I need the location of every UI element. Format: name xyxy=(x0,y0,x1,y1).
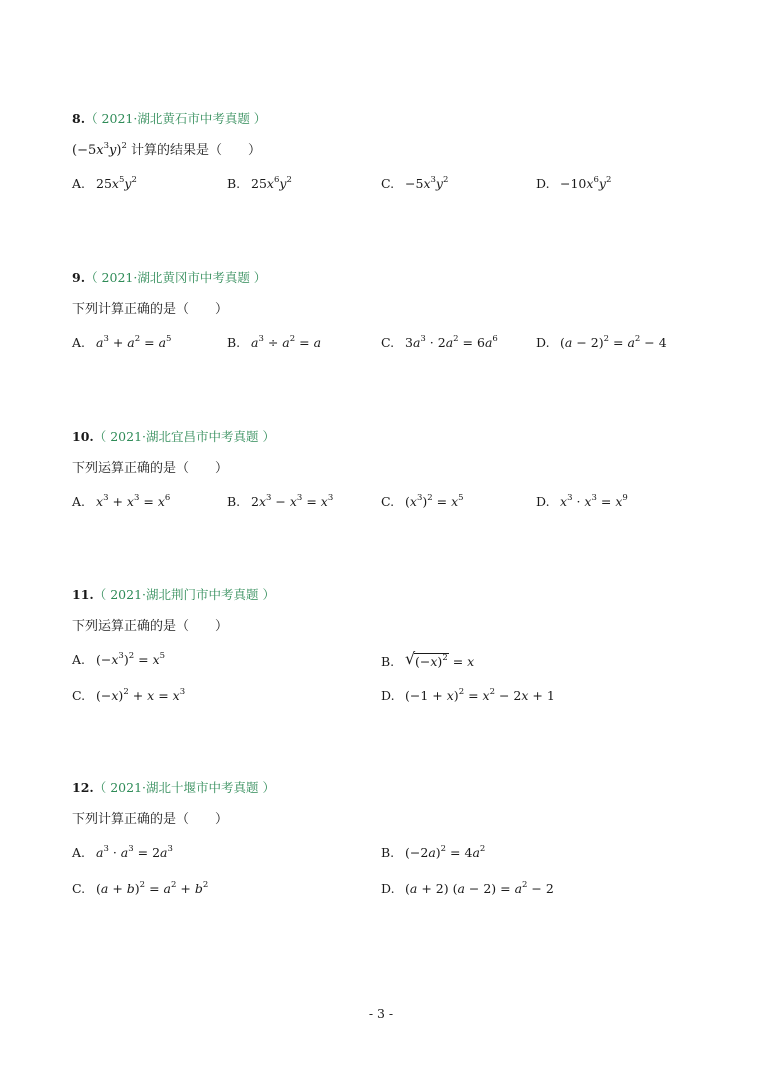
option-label: B. xyxy=(381,654,395,669)
question-11 xyxy=(72,586,692,708)
radical-sign: √ xyxy=(405,649,416,668)
question-source: （ 2021·湖北黄石市中考真题 ） xyxy=(85,111,267,126)
question-number: 9. xyxy=(72,270,86,285)
option-c[interactable] xyxy=(381,174,448,194)
question-stem xyxy=(72,142,692,160)
question-header xyxy=(72,779,692,797)
option-d[interactable] xyxy=(536,174,611,194)
question-source: （ 2021·湖北黄冈市中考真题 ） xyxy=(85,270,267,285)
option-d[interactable] xyxy=(381,686,555,706)
option-c[interactable] xyxy=(381,492,464,512)
question-number: 10. xyxy=(72,429,94,444)
question-number: 8. xyxy=(72,111,86,126)
option-b[interactable] xyxy=(227,174,292,194)
option-b[interactable] xyxy=(381,649,475,672)
page-number: - 3 - xyxy=(368,1006,394,1021)
question-source: （ 2021·湖北荆门市中考真题 ） xyxy=(93,587,275,602)
question-stem: 下列运算正确的是（ ） xyxy=(72,461,229,476)
option-expression: $2x^3 - x^3 = x^3$ xyxy=(251,493,334,509)
question-header xyxy=(72,269,692,287)
option-label: C. xyxy=(381,494,395,509)
stem-expression: $(-5x^3y)^2$ xyxy=(72,141,127,158)
option-expression: $x^3 + x^3 = x^6$ xyxy=(96,493,171,509)
option-expression: √ $(-x)^2 = x$ xyxy=(405,654,474,669)
option-d[interactable] xyxy=(536,333,667,353)
option-c[interactable] xyxy=(72,879,208,899)
option-b[interactable] xyxy=(227,492,333,512)
options xyxy=(72,843,692,901)
option-label: C. xyxy=(381,176,395,191)
question-stem: 下列运算正确的是（ ） xyxy=(72,619,229,634)
options xyxy=(72,650,692,708)
option-label: B. xyxy=(227,176,241,191)
option-expression: $(a - 2)^2 = a^2 - 4$ xyxy=(560,334,667,350)
question-8 xyxy=(72,110,692,196)
option-expression: $x^3 \cdot x^3 = x^9$ xyxy=(560,493,628,509)
option-label: D. xyxy=(381,688,395,703)
option-expression: $(-1 + x)^2 = x^2 - 2x + 1$ xyxy=(405,687,555,703)
option-expression: $a^3 \cdot a^3 = 2a^3$ xyxy=(96,844,173,860)
option-expression: $25x^5y^2$ xyxy=(96,175,137,191)
option-a[interactable] xyxy=(72,333,171,353)
option-d[interactable] xyxy=(536,492,628,512)
option-expression: (a + 2) $(a - 2) = a^2 - 2$ xyxy=(405,880,554,896)
question-header xyxy=(72,586,692,604)
stem-text: 计算的结果是（ ） xyxy=(131,143,262,158)
option-a[interactable] xyxy=(72,843,173,863)
option-expression: $3a^3 \cdot 2a^2 = 6a^6$ xyxy=(405,334,498,350)
option-expression: $(x^3)^2 = x^5$ xyxy=(405,493,464,509)
option-a[interactable] xyxy=(72,650,165,670)
option-label: A. xyxy=(72,176,86,191)
question-header xyxy=(72,428,692,446)
option-b[interactable] xyxy=(227,333,321,353)
option-c[interactable] xyxy=(72,686,185,706)
question-number: 12. xyxy=(72,780,94,795)
option-expression: $(-x^3)^2 = x^5$ xyxy=(96,651,166,667)
option-label: D. xyxy=(536,176,550,191)
square-root: √ $(-x)^2$ xyxy=(405,649,448,669)
question-stem: 下列计算正确的是（ ） xyxy=(72,302,229,317)
option-expression: $(-x)^2 + x = x^3$ xyxy=(96,687,186,703)
option-c[interactable] xyxy=(381,333,498,353)
question-source: （ 2021·湖北宜昌市中考真题 ） xyxy=(93,429,275,444)
question-12 xyxy=(72,779,692,901)
option-label: D. xyxy=(536,335,550,350)
option-expression: $a^3 + a^2 = a^5$ xyxy=(96,334,172,350)
option-label: C. xyxy=(72,881,86,896)
option-label: A. xyxy=(72,494,86,509)
option-expression: $a^3 \div a^2 = a$ xyxy=(251,334,322,350)
option-label: A. xyxy=(72,335,86,350)
option-d[interactable] xyxy=(381,879,554,899)
option-label: D. xyxy=(536,494,550,509)
option-expression: $25x^6y^2$ xyxy=(251,175,292,191)
question-header xyxy=(72,110,692,128)
option-label: B. xyxy=(227,335,241,350)
question-number: 11. xyxy=(72,587,94,602)
question-stem: 下列计算正确的是（ ） xyxy=(72,812,229,827)
option-b[interactable] xyxy=(381,843,485,863)
question-9 xyxy=(72,269,692,355)
options xyxy=(72,333,692,355)
option-expression: $-10x^6y^2$ xyxy=(560,175,612,191)
option-a[interactable] xyxy=(72,174,137,194)
option-expression: $(a + b)^2 = a^2 + b^2$ xyxy=(96,880,209,896)
question-source: （ 2021·湖北十堰市中考真题 ） xyxy=(93,780,275,795)
options xyxy=(72,174,692,196)
option-label: A. xyxy=(72,845,86,860)
option-a[interactable] xyxy=(72,492,170,512)
options xyxy=(72,492,692,514)
option-label: C. xyxy=(72,688,86,703)
option-label: D. xyxy=(381,881,395,896)
question-10 xyxy=(72,428,692,514)
option-expression: $-5x^3y^2$ xyxy=(405,175,449,191)
option-expression: $(-2a)^2 = 4a^2$ xyxy=(405,844,486,860)
option-label: C. xyxy=(381,335,395,350)
option-label: B. xyxy=(227,494,241,509)
option-label: B. xyxy=(381,845,395,860)
option-label: A. xyxy=(72,652,86,667)
